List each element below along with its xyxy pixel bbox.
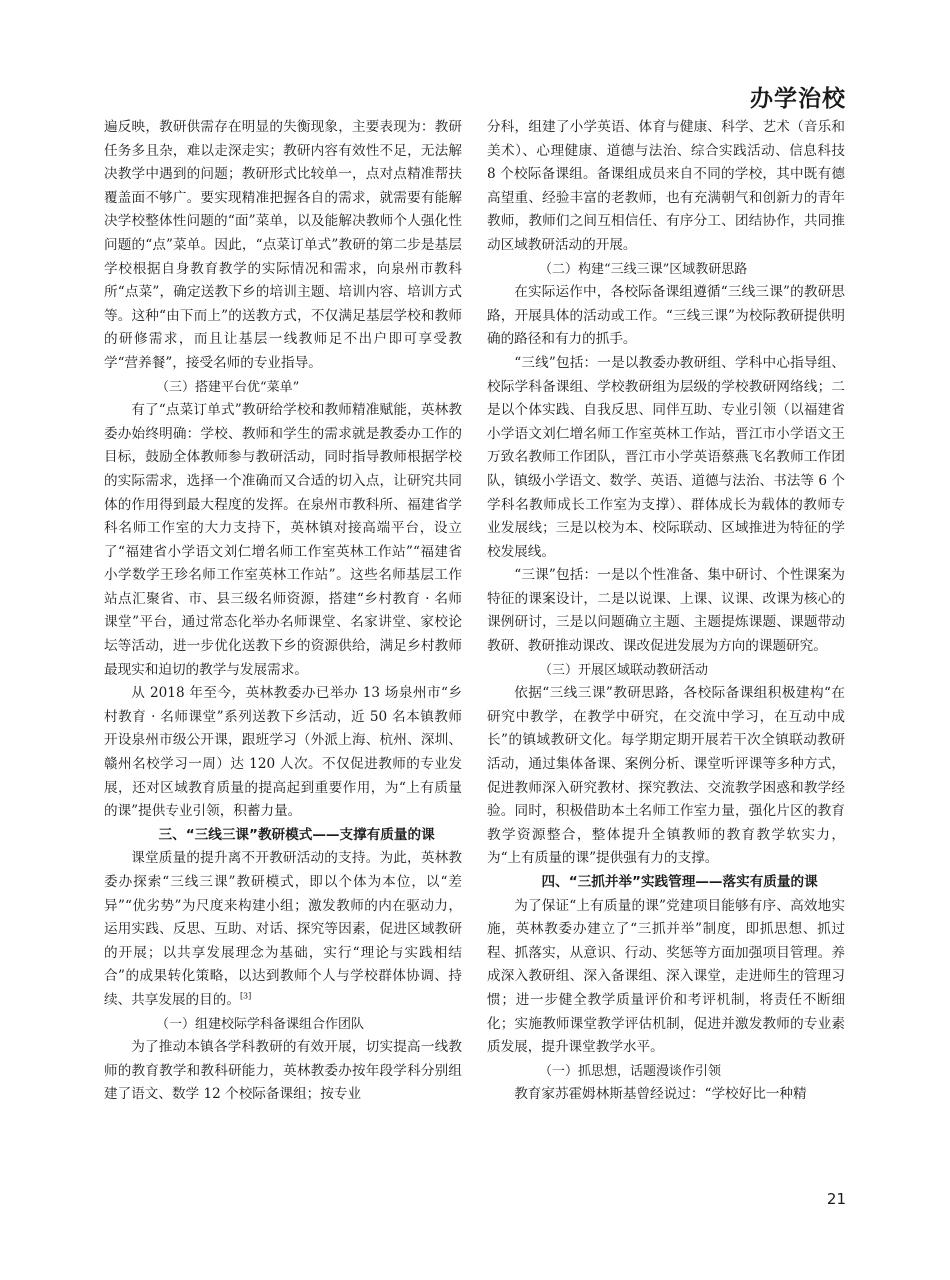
- paragraph: 在实际运作中，各校际备课组遵循“三线三课”的教研思路，开展具体的活动或工作。“三线三课”为校际教研提供明确的路径和有力的抓手。: [487, 284, 845, 348]
- subsection-heading: （一）组建校际学科备课组合作团队: [156, 1016, 365, 1032]
- left-column: [104, 116, 462, 1107]
- subsection-heading: （三）搭建平台优“菜单”: [156, 379, 300, 395]
- paragraph: 从 2018 年至今，英林教委办已举办 13 场泉州市“乡村教育 · 名师课堂”系列送教下乡活动，近 50 名本镇教师开设泉州市级公开课，跟班学习（外派上海、杭州、深圳、赣州名校学习一周）达 120 人次。不仅促进教师的专业发展，还对区域教育质量的提高起到重要作用，为“上有质量的课”提供专业引领，积蓄力量。: [104, 685, 462, 820]
- paragraph: “三课”包括：一是以个性准备、集中研讨、个性课案为特征的课案设计，二是以说课、上课、议课、改课为核心的课例研讨，三是以问题确立主题、主题提炼课题、课题带动教研、教研推动课改、课改促进发展为方向的课题研究。: [487, 567, 845, 655]
- subsection-heading: （三）开展区域联动教研活动: [539, 662, 709, 678]
- paragraph: 遍反映，教研供需存在明显的失衡现象，主要表现为：教研任务多且杂，难以走深走实；教研内容有效性不足，无法解决教学中遇到的问题；教研形式比较单一，点对点精准帮扶覆盖面不够广。要实现精准把握各自的需求，就需要有能解决学校整体性问题的“面”菜单，以及能解决教师个人强化性问题的“点”菜单。因此，“点菜订单式”教研的第二步是基层学校根据自身教育教学的实际情况和需求，向泉州市教科所“点菜”，确定送教下乡的培训主题、培训内容、培训方式等。这种“由下而上”的送教方式，不仅满足基层学校和教师的研修需求，而且让基层一线教师足不出户即可享受教学“营养餐”，接受名师的专业指导。: [104, 119, 462, 371]
- paragraph: 依据“三线三课”教研思路，各校际备课组积极建构“在研究中教学，在教学中研究，在交流中学习，在互动中成长”的镇域教研文化。每学期定期开展若干次全镇联动教研活动，通过集体备课、案例分析、课堂听评课等多种方式，促进教师深入研究教材、探究教法、交流教学困惑和教学经验。同时，积极借助本土名师工作室力量，强化片区的教育教学资源整合，整体提升全镇教师的教育教学软实力，为“上有质量的课”提供强有力的支撑。: [487, 685, 845, 867]
- right-column: [487, 116, 845, 1107]
- section-title: 办学治校: [750, 86, 846, 112]
- paragraph: “三线”包括：一是以教委办教研组、学科中心指导组、校际学科备课组、学校教研组为层级的学校教研网络线；二是以个体实践、自我反思、同伴互助、专业引领（以福建省小学语文刘仁增名师工作室英林工作站，晋江市小学语文王万致名教师工作团队，晋江市小学英语蔡燕飞名教师工作团队，镇级小学语文、数学、英语、道德与法治、书法等 6 个学科名教师成长工作室为支撑）、群体成长为载体的教师专业发展线；三是以校为本、校际联动、区域推进为特征的学校发展线。: [487, 354, 845, 560]
- citation-ref: [3]: [239, 991, 252, 1001]
- section-heading: 三、“三线三课”教研模式——支撑有质量的课: [158, 826, 435, 843]
- section-heading: 四、“三抓并举”实践管理——落实有质量的课: [541, 874, 818, 890]
- paragraph: 教育家苏霍姆林斯基曾经说过：“学校好比一种精: [514, 1086, 807, 1103]
- subsection-heading: （一）抓思想，话题漫谈作引领: [539, 1063, 722, 1079]
- subsection-heading: （二）构建“三线三课”区域教研思路: [539, 261, 748, 277]
- paragraph-text: 课堂质量的提升离不开教研活动的支持。为此，英林教委办探索“三线三课”教研模式，即以个体为本位，以“差异”“优劣势”为尺度来构建小组；激发教师的内在驱动力，运用实践、反思、互助、对话、探究等因素，促进区域教研的开展；以共享发展理念为基础，实行“理论与实践相结合”的成果转化策略，以达到教师个人与学校群体协调、持续、共享发展的目的。: [104, 850, 462, 1008]
- paragraph: 分科，组建了小学英语、体育与健康、科学、艺术（音乐和美术）、心理健康、道德与法治、综合实践活动、信息科技 8 个校际备课组。备课组成员来自不同的学校，其中既有德高望重、经验丰富的老教师，也有充满朝气和创新力的青年教师，教师们之间互相信任、有序分工、团结协作，共同推动区域教研活动的开展。: [487, 119, 845, 253]
- paragraph: 为了推动本镇各学科教研的有效开展，切实提高一线教师的教育教学和教科研能力，英林教委办按年段学科分别组建了语文、数学 12 个校际备课组；按专业: [104, 1039, 462, 1103]
- page-number: 21: [826, 1190, 846, 1208]
- paragraph: 为了保证“上有质量的课”党建项目能够有序、高效地实施，英林教委办建立了“三抓并举”制度，即抓思想、抓过程、抓落实，从意识、行动、奖惩等方面加强项目管理。养成深入教研组、深入备课组、深入课堂，走进师生的管理习惯；进一步健全教学质量评价和考评机制，将责任不断细化；实施教师课堂教学评估机制，促进并激发教师的专业素质发展，提升课堂教学水平。: [487, 897, 845, 1056]
- paragraph: 有了“点菜订单式”教研给学校和教师精准赋能，英林教委办始终明确：学校、教师和学生的需求就是教委办工作的目标，鼓励全体教师参与教研活动，同时指导教师根据学校的实际需求，选择一个准确而又合适的切入点，让研究共同体的作用得到最大程度的发挥。在泉州市教科所、福建省学科名师工作室的大力支持下，英林镇对接高端平台，设立了“福建省小学语文刘仁增名师工作室英林工作站”“福建省小学数学王珍名师工作室英林工作站”。这些名师基层工作站点汇聚省、市、县三级名师资源，搭建“乡村教育 · 名师课堂”平台，通过常态化举办名师课堂、名家讲堂、家校论坛等活动，进一步优化送教下乡的资源供给，满足乡村教师最现实和迫切的教学与发展需求。: [104, 402, 462, 678]
- paragraph: [104, 847, 462, 1012]
